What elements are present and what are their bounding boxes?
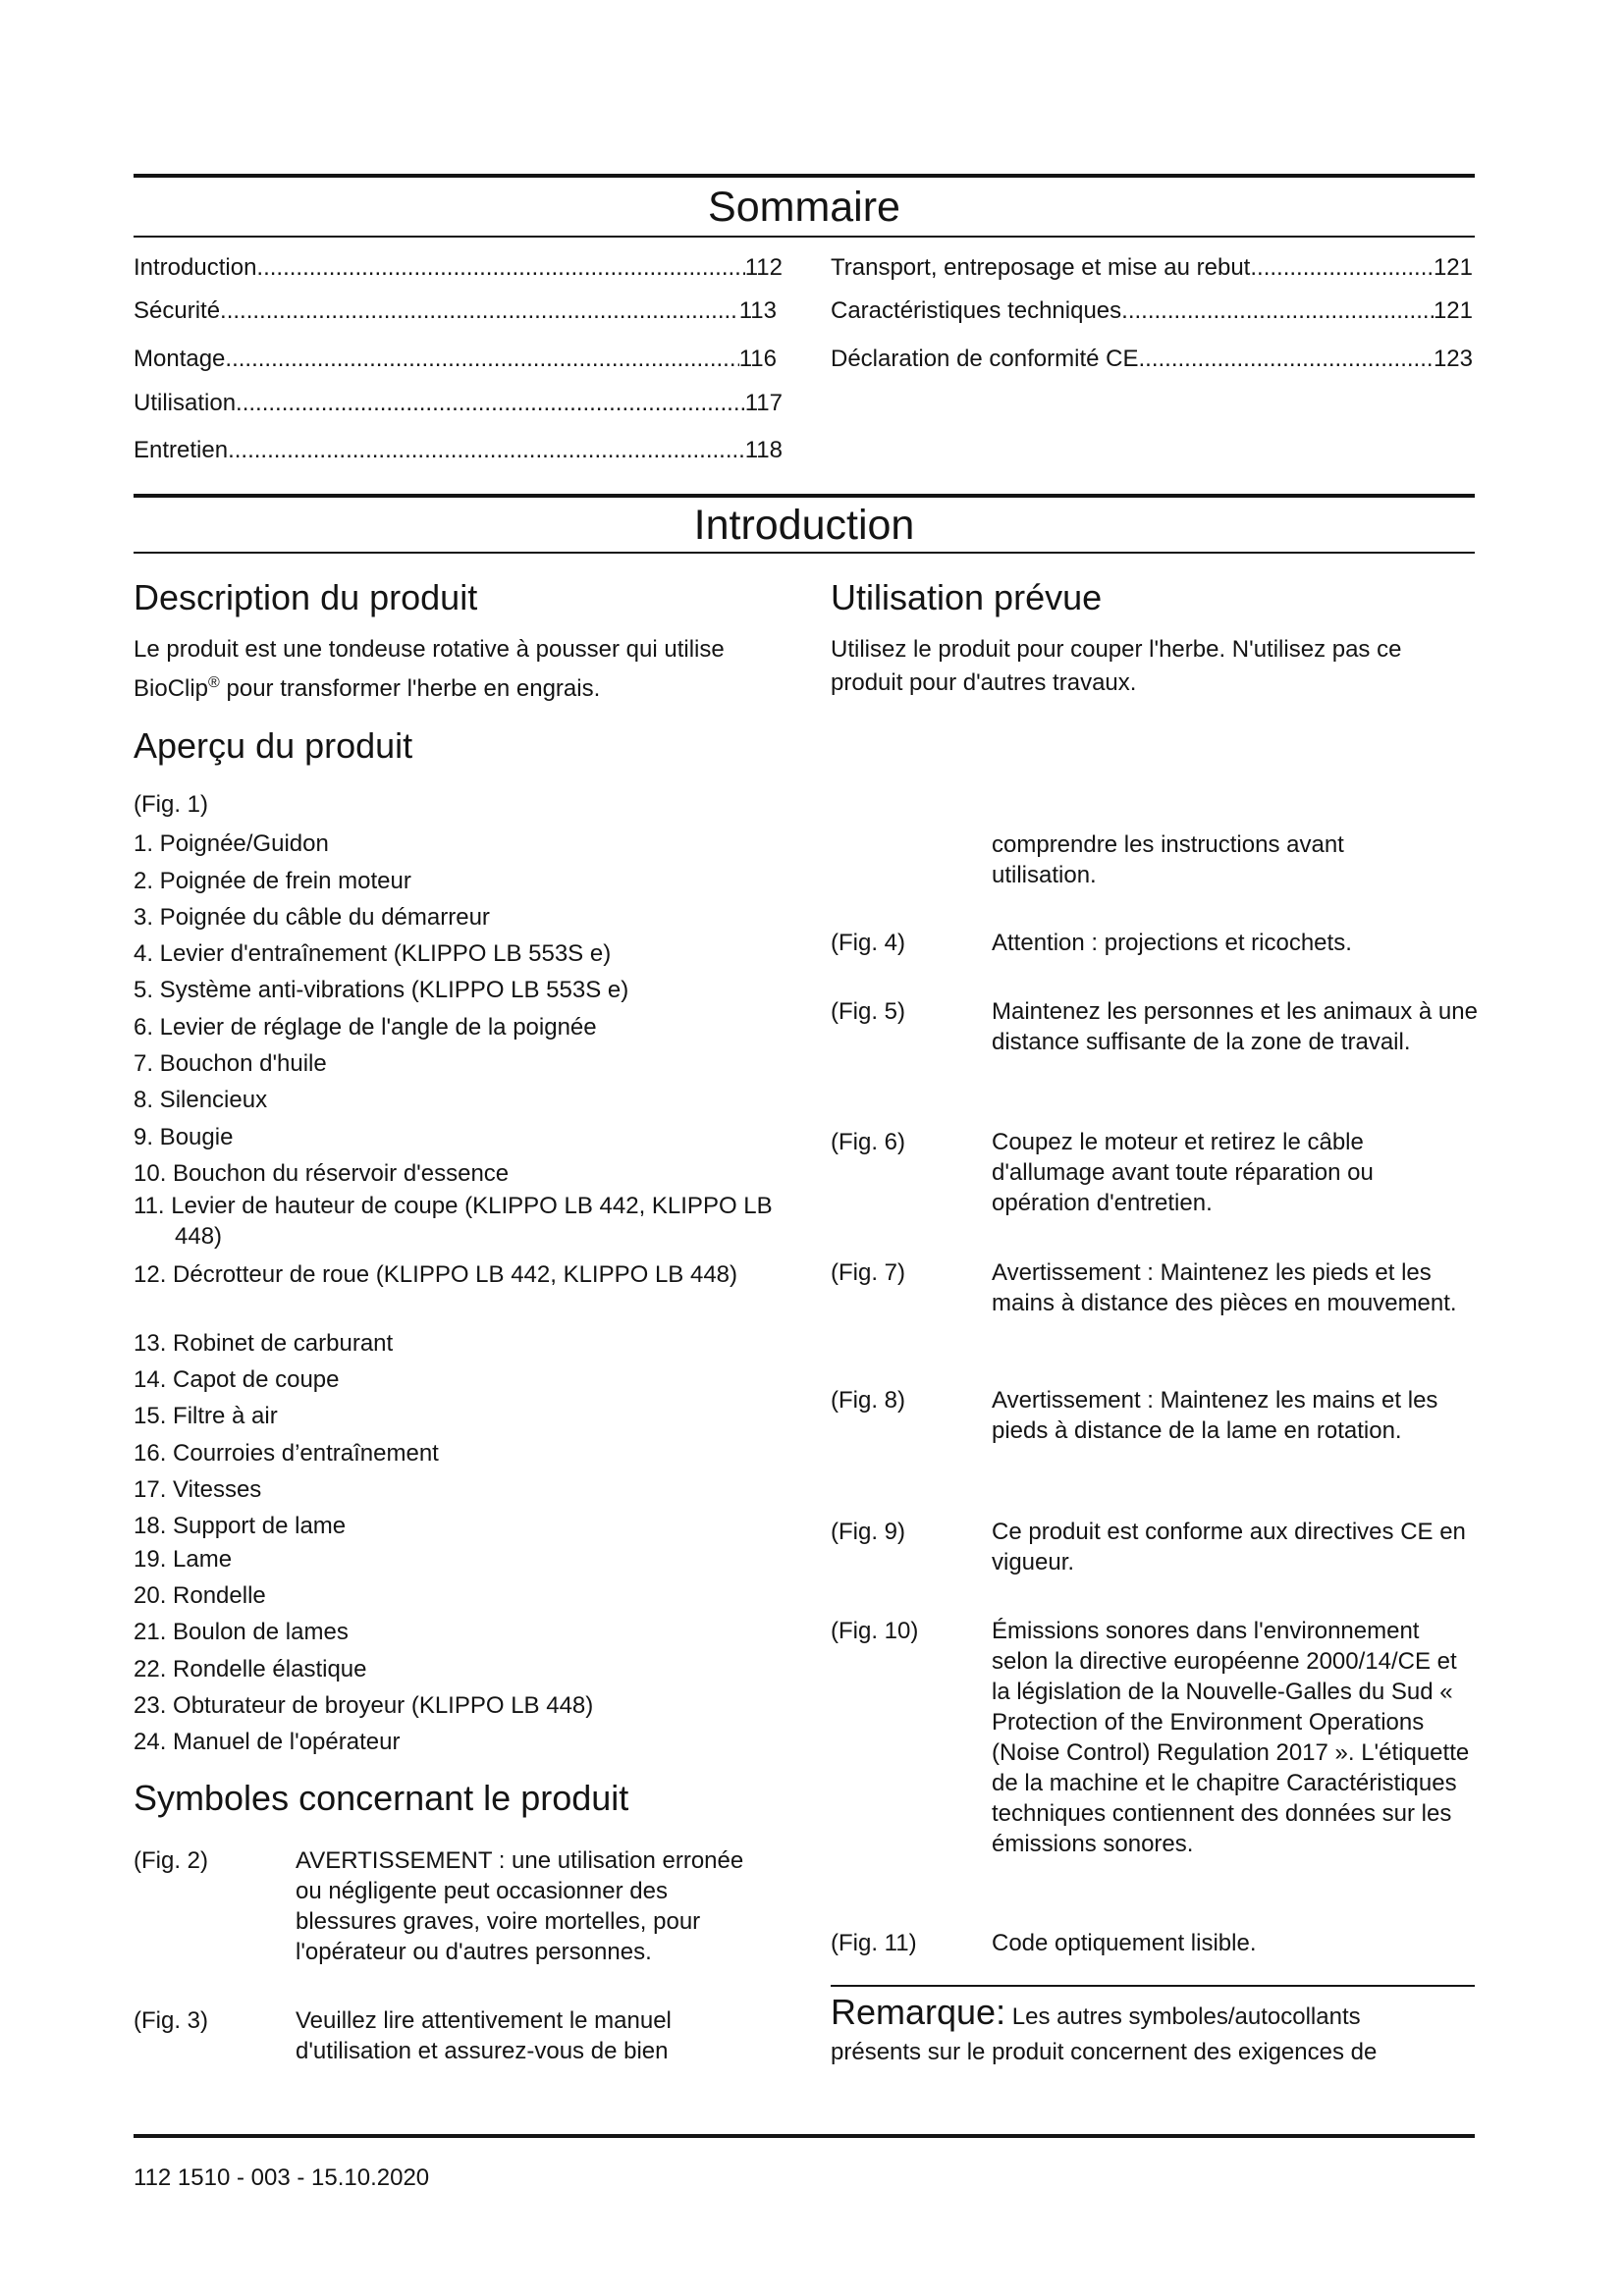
toc-title: Transport, entreposage et mise au rebut (831, 254, 1251, 281)
list-item: 6. Levier de réglage de l'angle de la poignée (134, 1014, 597, 1041)
list-item: 8. Silencieux (134, 1087, 268, 1113)
fig-ref: (Fig. 2) (134, 1847, 209, 1874)
remarque-note: Remarque: Les autres symboles/autocollants présents sur le produit concernent des exigences de (831, 1992, 1378, 2065)
toc-title: Introduction (134, 254, 257, 281)
fig-ref: (Fig. 11) (831, 1930, 917, 1956)
fig-ref: (Fig. 4) (831, 930, 906, 956)
introduction-rule (134, 552, 1475, 554)
list-item: 14. Capot de coupe (134, 1366, 340, 1393)
list-item: 16. Courroies d’entraînement (134, 1440, 439, 1467)
toc-title: Montage (134, 346, 226, 372)
footer-rule (134, 2134, 1475, 2138)
description-text: Le produit est une tondeuse rotative à pousser qui utilise BioClip® pour transformer l'herbe en engrais. (134, 636, 725, 702)
list-item: 20. Rondelle (134, 1582, 266, 1609)
list-item: 7. Bouchon d'huile (134, 1050, 327, 1077)
symbol-description: Maintenez les personnes et les animaux à une distance suffisante de la zone de travail. (992, 998, 1478, 1055)
symbol-description: Ce produit est conforme aux directives CE en vigueur. (992, 1519, 1466, 1575)
toc-item-transport[interactable] (831, 253, 1473, 283)
list-item: 19. Lame (134, 1546, 233, 1573)
toc-page: 117 (744, 390, 783, 416)
toc-title: Déclaration de conformité CE (831, 346, 1139, 372)
list-item: 3. Poignée du câble du démarreur (134, 904, 490, 931)
page-footer: 112 1510 - 003 - 15.10.2020 (134, 2164, 430, 2191)
fig-ref: (Fig. 6) (831, 1129, 906, 1155)
top-rule (134, 174, 1475, 178)
sommaire-rule (134, 236, 1475, 238)
list-item: 2. Poignée de frein moteur (134, 868, 411, 894)
fig-ref: (Fig. 8) (831, 1387, 906, 1414)
list-item: 12. Décrotteur de roue (KLIPPO LB 442, KLIPPO LB 448) (134, 1261, 738, 1288)
list-item: 10. Bouchon du réservoir d'essence (134, 1160, 510, 1187)
toc-item-utilisation[interactable] (134, 389, 783, 418)
toc-page: 118 (744, 437, 783, 463)
apercu-heading: Aperçu du produit (134, 725, 413, 766)
symbol-description: Attention : projections et ricochets. (992, 930, 1352, 956)
introduction-title: Introduction (693, 502, 915, 549)
remarque-label: Remarque: (831, 1992, 1006, 2032)
toc-page: 121 (1433, 297, 1473, 324)
symbol-description: Veuillez lire attentivement le manuel d'utilisation et assurez-vous de bien (296, 2007, 672, 2064)
fig-ref: (Fig. 10) (831, 1618, 919, 1644)
sommaire-title: Sommaire (708, 184, 900, 231)
toc-item-entretien[interactable] (134, 436, 783, 465)
usage-heading: Utilisation prévue (831, 577, 1103, 617)
symboles-heading: Symboles concernant le produit (134, 1778, 629, 1818)
toc-item-caracteristiques[interactable] (831, 296, 1473, 326)
toc-item-securite[interactable] (134, 296, 777, 326)
toc-title: Utilisation (134, 390, 237, 416)
symbol-description: AVERTISSEMENT : une utilisation erronée ou négligente peut occasionner des blessures graves, voire mortelles, pour l'opérateur ou d'autres personnes. (296, 1847, 744, 1965)
toc-page: 112 (744, 254, 783, 281)
toc-item-introduction[interactable] (134, 253, 783, 283)
symbol-description: Coupez le moteur et retirez le câble d'allumage avant toute réparation ou opération d'entretien. (992, 1129, 1374, 1216)
toc-page: 121 (1433, 254, 1473, 281)
toc-page: 116 (738, 346, 777, 372)
toc-title: Sécurité (134, 297, 221, 324)
list-item: 21. Boulon de lames (134, 1619, 349, 1645)
toc-item-declaration[interactable] (831, 345, 1473, 374)
symbol-description: Avertissement : Maintenez les mains et les pieds à distance de la lame en rotation. (992, 1387, 1438, 1444)
toc-item-montage[interactable] (134, 345, 777, 374)
list-item: 22. Rondelle élastique (134, 1656, 367, 1682)
list-item: 4. Levier d'entraînement (KLIPPO LB 553S e) (134, 940, 612, 967)
list-item: 11. Levier de hauteur de coupe (KLIPPO LB 442, KLIPPO LB 448) (134, 1193, 773, 1250)
symbol-description: Code optiquement lisible. (992, 1930, 1257, 1956)
apercu-fig-ref: (Fig. 1) (134, 791, 209, 818)
list-item: 23. Obturateur de broyeur (KLIPPO LB 448) (134, 1692, 594, 1719)
description-heading: Description du produit (134, 577, 478, 617)
list-item: 1. Poignée/Guidon (134, 830, 329, 857)
symbol-description: Avertissement : Maintenez les pieds et les mains à distance des pièces en mouvement. (992, 1259, 1457, 1316)
fig-ref: (Fig. 9) (831, 1519, 906, 1545)
list-item: 5. Système anti-vibrations (KLIPPO LB 553S e) (134, 977, 629, 1003)
toc-page: 113 (738, 297, 777, 324)
symbol-description: comprendre les instructions avant utilisation. (992, 831, 1344, 888)
fig-ref: (Fig. 7) (831, 1259, 906, 1286)
toc-page: 123 (1433, 346, 1473, 372)
toc-title: Entretien (134, 437, 229, 463)
fig-ref: (Fig. 3) (134, 2007, 209, 2034)
usage-text: Utilisez le produit pour couper l'herbe. N'utilisez pas ce produit pour d'autres travaux. (831, 636, 1402, 696)
list-item: 15. Filtre à air (134, 1403, 278, 1429)
list-item: 9. Bougie (134, 1124, 234, 1150)
fig-ref: (Fig. 5) (831, 998, 906, 1025)
list-item: 17. Vitesses (134, 1476, 262, 1503)
introduction-top-rule (134, 494, 1475, 498)
remarque-rule (831, 1985, 1475, 1987)
symbol-description: Émissions sonores dans l'environnement selon la directive européenne 2000/14/CE et la législation de la Nouvelle-Galles du Sud « Protection of the Environment Operations (Noise Control) Regulation 2017 ». L'étiquette de la machine et le chapitre Caractéristiques techniques contiennent des données sur les émissions sonores. (992, 1618, 1470, 1857)
list-item: 24. Manuel de l'opérateur (134, 1729, 401, 1755)
toc-title: Caractéristiques techniques (831, 297, 1122, 324)
list-item: 18. Support de lame (134, 1513, 347, 1539)
list-item: 13. Robinet de carburant (134, 1330, 394, 1357)
